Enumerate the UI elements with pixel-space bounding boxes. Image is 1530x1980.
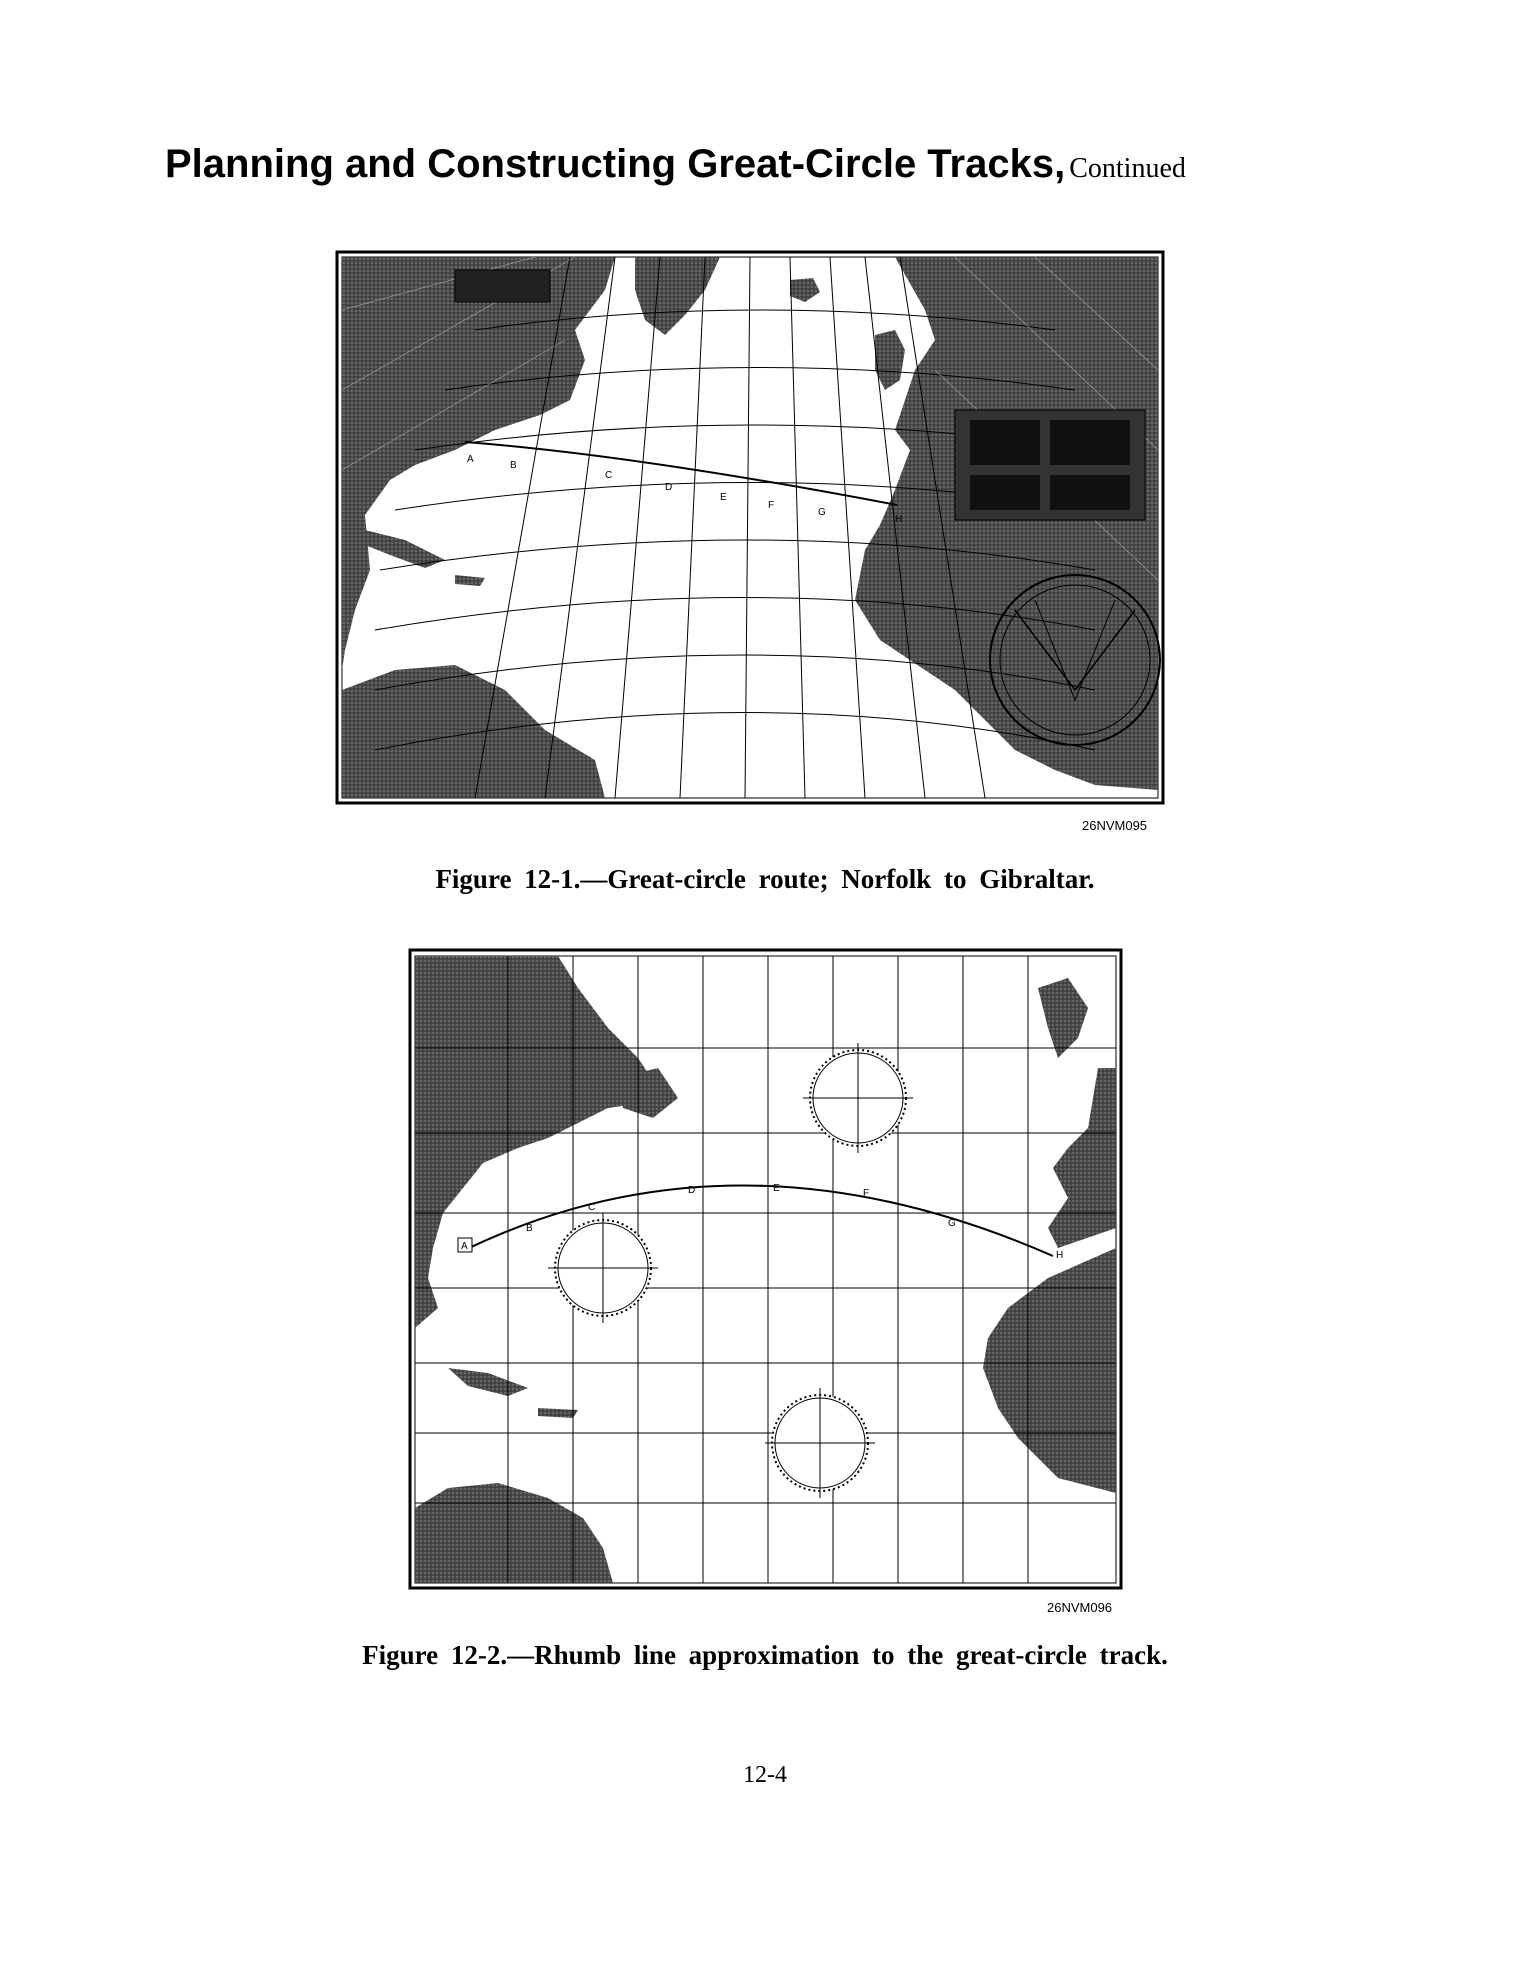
figure-12-1-map <box>335 250 1165 805</box>
svg-text:H: H <box>1056 1250 1064 1261</box>
heading-title: Planning and Constructing Great-Circle Tracks, <box>165 142 1066 186</box>
svg-text:B: B <box>510 460 517 471</box>
page-heading <box>165 142 1186 187</box>
svg-text:F: F <box>863 1188 870 1199</box>
svg-text:B: B <box>526 1223 533 1234</box>
svg-text:D: D <box>688 1185 696 1196</box>
svg-text:H: H <box>895 514 903 525</box>
figure-12-1-caption: Figure 12-1.—Great-circle route; Norfolk to Gibraltar. <box>435 864 1095 894</box>
svg-text:A: A <box>467 454 474 465</box>
svg-text:C: C <box>588 1202 596 1213</box>
svg-text:E: E <box>720 492 727 503</box>
svg-text:G: G <box>818 507 826 518</box>
svg-text:A: A <box>461 1241 468 1252</box>
legend-box <box>455 270 550 302</box>
svg-text:D: D <box>665 482 673 493</box>
figure-12-1-code: 26NVM095 <box>1082 818 1148 833</box>
svg-text:G: G <box>948 1218 956 1229</box>
svg-text:C: C <box>605 470 613 481</box>
heading-continued: Continued <box>1069 153 1186 184</box>
figure-12-2-caption: Figure 12-2.—Rhumb line approximation to the great-circle track. <box>362 1640 1168 1670</box>
svg-text:E: E <box>773 1183 780 1194</box>
page-number: 12-4 <box>743 1762 787 1788</box>
figure-12-2-code: 26NVM096 <box>1047 1600 1113 1615</box>
svg-text:F: F <box>768 500 775 511</box>
figure-12-2-map <box>408 948 1123 1590</box>
